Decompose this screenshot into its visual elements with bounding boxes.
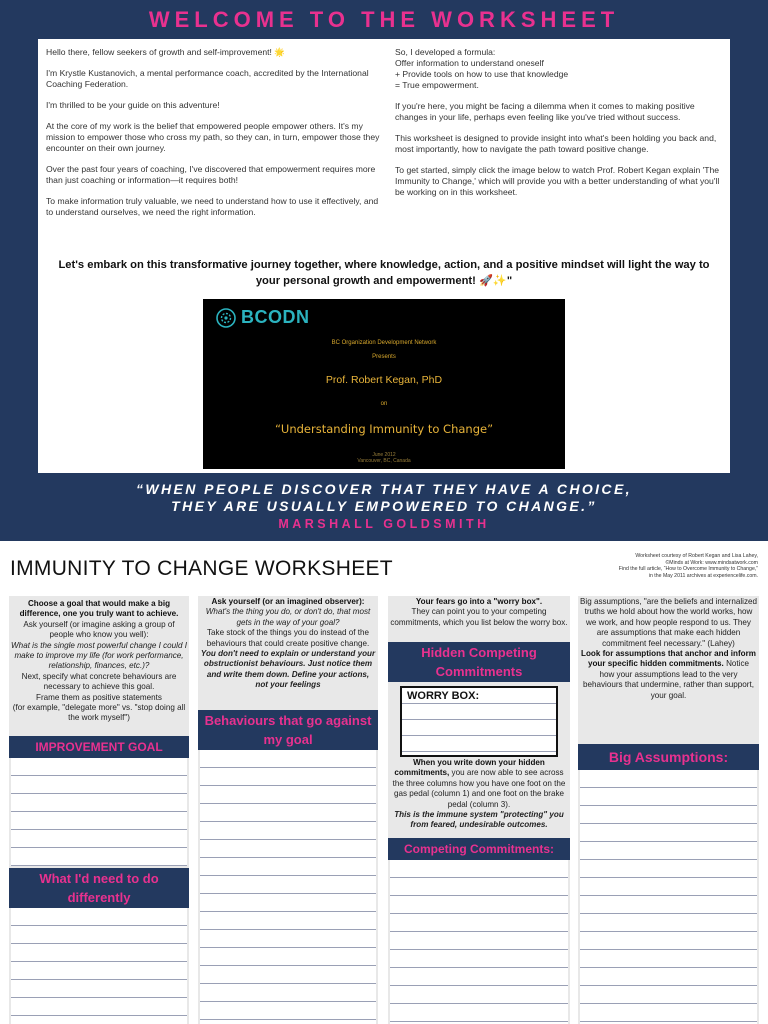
quote-author: MARSHALL GOLDSMITH [278, 517, 490, 531]
improvement-goal-banner: IMPROVEMENT GOAL [9, 736, 189, 758]
worry-box-label: WORRY BOX: [407, 690, 483, 702]
welcome-left-column [46, 47, 386, 218]
video-talk-title: “Understanding Immunity to Change” [274, 422, 494, 436]
insight-paragraph: This worksheet is designed to provide insight into what's been holding you back and, most importantly, how to navigate the path toward positive change. [395, 133, 717, 154]
column-behaviours [198, 596, 378, 1024]
col4-intro-bold: Look for assumptions that anchor and inform your specific hidden commitments. [581, 649, 756, 669]
formula-paragraph: So, I developed a formula: Offer information to understand oneself + Provide tools on how to use that knowledge = True empowerment. [395, 47, 569, 90]
col3-instructions [390, 597, 568, 628]
col1-intro-next: Next, specify what concrete behaviours are necessary to achieve this goal. Frame them as positive statements (for example, "delegate more" vs. "stop doing all the work myself") [12, 671, 186, 723]
video-presents: Presents [372, 354, 396, 360]
video-instruction-paragraph: To get started, simply click the image below to watch Prof. Robert Kegan explain 'The Immunity to Change,' which will provide you with a better understanding of what you'll be working on in this worksheet. [395, 165, 720, 197]
col3-explanation [390, 758, 568, 831]
col2-intro-emphasis: You don't need to explain or understand your obstructionist behaviours. Just notice them and write them down. Define your actions, not your feelings [200, 649, 376, 690]
video-on: on [380, 401, 388, 407]
big-assumptions-lines[interactable] [580, 770, 757, 1024]
journey-statement: Let's embark on this transformative journey together, where knowledge, action, and a positive mindset will light the way to your personal growth and empowerment! 🚀✨" [58, 259, 710, 287]
col4-instructions [580, 597, 757, 701]
col1-instructions [11, 599, 187, 724]
information-paragraph: To make information truly valuable, we need to understand how to use it effectively, and to understand ourselves, we need the right information. [46, 196, 379, 217]
big-assumptions-banner: Big Assumptions: [578, 744, 759, 770]
column-big-assumptions [578, 596, 759, 1024]
col1-intro-question: What is the single most powerful change I could I make to improve my life (for work performance, relationship, finances, etc.)? [11, 640, 187, 671]
behaviours-lines[interactable] [200, 750, 376, 1024]
video-network: BC Organization Development Network [331, 340, 437, 346]
do-differently-lines[interactable] [11, 908, 187, 1024]
col1-intro-ask: Ask yourself (or imagine asking a group of people who know you well): [23, 619, 175, 640]
col3-mid-bold: When you write down your hidden commitments, [394, 758, 545, 778]
video-date-place: June 2012 Vancouver, BC, Canada [357, 452, 411, 464]
col1-intro-bold: Choose a goal that would make a big difference, one you truly want to achieve. [19, 599, 179, 619]
welcome-card [38, 39, 730, 473]
col3-intro-text: They can point you to your competing commitments, which you list below the worry box. [390, 607, 568, 627]
improvement-goal-lines[interactable] [11, 758, 187, 866]
col3-mid-text: you are now able to see across the three columns how you have one foot on the gas pedal (column 1) and one foot on the brake pedal (column 3). [392, 768, 566, 809]
col3-mid-emphasis: This is the immune system "protecting" you from feared, undesirable outcomes. [394, 810, 564, 830]
competing-commitments-banner: Competing Commitments: [388, 838, 570, 860]
worksheet-credit: Worksheet courtesy of Robert Kegan and Lisa Lahey, ©Minds at Work: www.mindsatwork.com Find the full article, “How to Overcome Immunity to Change,” in the May 2011 archives at experiencelife.com. [618, 553, 758, 579]
col4-intro-notice: Notice how your assumptions lead to the very behaviours that undermine, rather than support, your goal. [583, 659, 754, 700]
hidden-commitments-banner: Hidden Competing Commitments [388, 642, 570, 682]
col4-intro-definition: Big assumptions, "are the beliefs and internalized truths we hold about how the world works, how we work, and how people respond to us. They are assumptions that make each hidden commitment feel necessary." (Lahey) [580, 597, 757, 648]
video-thumbnail[interactable] [203, 299, 565, 469]
video-speaker: Prof. Robert Kegan, PhD [325, 374, 443, 386]
bcodn-logo-text: BCODN [241, 307, 310, 327]
guide-paragraph: I'm thrilled to be your guide on this adventure! [46, 100, 220, 110]
col3-intro-bold: Your fears go into a "worry box". [415, 597, 543, 606]
worksheet-title: IMMUNITY TO CHANGE WORKSHEET [10, 557, 393, 580]
quote-text: “WHEN PEOPLE DISCOVER THAT THEY HAVE A CHOICE, THEY ARE USUALLY EMPOWERED TO CHANGE.” [136, 481, 632, 514]
col2-instructions [200, 597, 376, 691]
welcome-right-column [395, 47, 725, 198]
greeting-paragraph: Hello there, fellow seekers of growth and self-improvement! 🌟 [46, 47, 286, 57]
welcome-title: WELCOME TO THE WORKSHEET [148, 7, 620, 32]
column-improvement-goal [9, 596, 189, 1024]
behaviours-banner: Behaviours that go against my goal [198, 710, 378, 750]
col2-intro-question: What's the thing you do, or don't do, that most gets in the way of your goal? [205, 607, 371, 627]
col2-intro-stock: Take stock of the things you do instead of the behaviours that could create positive change. [206, 628, 370, 648]
worksheet-page [0, 541, 768, 1024]
experience-paragraph: Over the past four years of coaching, I've discovered that empowerment requires more than just coaching or information—it requires both! [46, 164, 376, 185]
competing-commitments-lines[interactable] [390, 860, 568, 1024]
belief-paragraph: At the core of my work is the belief that empowered people empower others. It's my mission to empower those who cross my path, so they can, in turn, empower those they encounter on their own journey. [46, 121, 380, 153]
worry-box[interactable] [400, 686, 558, 757]
dilemma-paragraph: If you're here, you might be facing a dilemma when it comes to making positive changes in your life, perhaps even feeling like you've tried without success. [395, 101, 695, 122]
column-competing-commitments [388, 596, 570, 1024]
intro-paragraph: I'm Krystle Kustanovich, a mental performance coach, accredited by the International Coaching Federation. [46, 68, 369, 89]
do-differently-banner: What I'd need to do differently [9, 868, 189, 908]
col2-intro-bold: Ask yourself (or an imagined observer): [211, 597, 365, 606]
bcodn-logo-icon [215, 307, 237, 329]
